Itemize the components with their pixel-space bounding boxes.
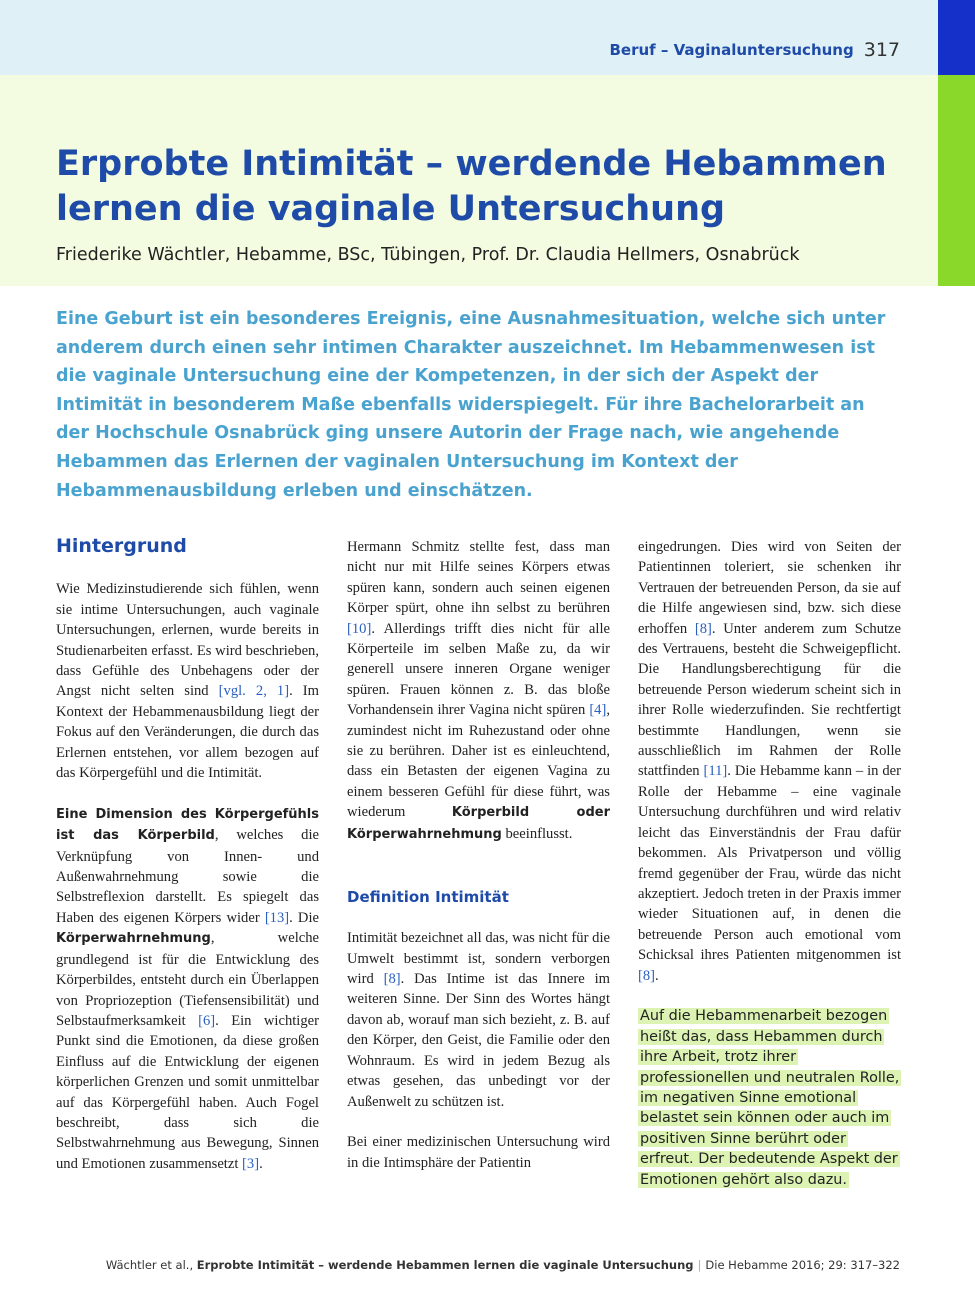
column-2 [347,537,610,1173]
text: Wie Medizinstudierende sich fühlen, wenn sie intime Untersuchungen, auch vaginale Untersuchungen, erlernen, wurde bereits in Studienarbeiten erfasst. Es wird beschrieben, dass Gefühle des Unbehagens oder der Angst nicht selten sind [56,581,319,700]
page-number: 317 [863,39,900,61]
spacer [56,559,319,579]
citation-link[interactable]: [3] [242,1155,260,1172]
text: , welches die Verknüpfung von Innen- und Außenwahrnehmung sowie die Selbstreflexion darstellt. Es spiegelt das Haben des eigenen Körpers wider [56,827,319,926]
citation-link[interactable]: [6] [198,1012,216,1029]
spacer [347,865,610,885]
article-authors: Friederike Wächtler, Hebamme, BSc, Tübingen, Prof. Dr. Claudia Hellmers, Osnabrück [56,245,800,265]
bold-phrase: Körperbild oder Körperwahrnehmung [347,805,610,842]
footer-title: Erprobte Intimität – werdende Hebammen lernen die vaginale Untersuchung [196,1258,694,1272]
spacer [56,783,319,803]
footer-journal: Die Hebamme 2016; 29: 317–322 [705,1258,900,1272]
highlight-text: Auf die Hebammenarbeit bezogen heißt das, dass Hebammen durch ihre Arbeit, trotz ihrer professionellen und neutralen Rolle, im negativen Sinne emotional belastet sein können oder auch im positiven Sinne berührt oder erfreut. Der bedeutende Aspekt der Emotionen gehört also dazu. [640,1008,900,1188]
page-footer [106,1258,900,1272]
citation-link[interactable]: [vgl. 2, 1] [218,683,290,700]
text: , welche grundlegend ist für die Entwicklung des Körperbildes, entsteht durch ein Überlappen von Propriozeption (Tiefensensibilität) und Selbstaufmerksamkeit [56,930,319,1029]
spacer [347,845,610,865]
paragraph [56,804,319,1174]
citation-link[interactable]: [8] [638,967,656,984]
text: eingedrungen. Dies wird von Seiten der Patientinnen toleriert, sie schenken ihr Vertrauen der betreuenden Person, da sie auf die Hilfe angewiesen sind, bzw. sich diese erhoffen [638,539,901,637]
column-3 [638,537,901,1190]
article-lead: Eine Geburt ist ein besonderes Ereignis, eine Ausnahmesituation, welche sich unter anderem durch einen sehr intimen Charakter auszeichnet. Im Hebammenwesen ist die vaginale Untersuchung eine der Kompetenzen, in der sich der Aspekt der Intimität in besonderem Maße ebenfalls widerspiegelt. Für ihre Bachelorarbeit an der Hochschule Osnabrück ging unsere Autorin der Frage nach, wie angehende Hebammen das Erlernen der vaginalen Untersuchung im Kontext der Hebammenausbildung erleben und einschätzen. [56,309,886,501]
article-title: Erprobte Intimität – werdende Hebammen lernen die vaginale Untersuchung [56,144,887,229]
citation-link[interactable]: [4] [589,702,607,719]
paragraph [347,928,610,1112]
text: . Die [289,909,319,926]
text: , zumindest nicht im Ruhezustand oder ohne sie zu berühren. Daher ist es einleuchtend, dass ein Betasten der eigenen Vagina zu einem besseren Gefühl für diese führt, was wiederum [347,702,610,821]
citation-link[interactable]: [8] [383,971,401,988]
text: . Ein wichtiger Punkt sind die Emotionen, da diese großen Einfluss auf die Entwicklung der eigenen körperlichen Grenzen und somit unmittelbar auf das Körpergefühl haben. Auch Fogel beschreibt, dass sich die Selbstwahrnehmung aus Bewegung, Sinnen und Emotionen zusammensetzt [56,1012,319,1172]
bold-phrase: Körperwahrnehmung [56,931,211,947]
edge-tab-blue [938,0,975,75]
text: Intimität bezeichnet all das, was nicht für die Umwelt bestimmt ist, sondern verborgen wird [347,930,610,988]
paragraph [347,537,610,845]
highlighted-quote [638,1006,901,1190]
spacer [347,1112,610,1132]
text: beeinflusst. [501,825,573,842]
text: . Das Intime ist das Innere im weiteren Sinne. Der Sinn des Wortes hängt davon ab, worauf man sich bezieht, z. B. auf den Körper, den Geist, die Familie oder den Wohnraum. Es wird in jedem Bezug als etwas gesehen, das unbedingt vor der Außenwelt zu schützen ist. [347,971,610,1110]
column-1 [56,533,319,1174]
text: . Die Hebamme kann – in der Rolle der Hebamme – eine vaginale Untersuchung durchführen und wird relativ leicht das Einverständnis der Frau dafür bekommen. Als Privatperson und völlig fremd gegenüber der Frau, würde das nicht akzeptiert. Jedoch treten in der Praxis immer wieder Situationen auf, in denen die betreuende Person auch emotional vom Schicksal ihres Patienten mitgenommen ist [638,763,901,964]
footer-separator: | [697,1258,702,1272]
section-title: Beruf – Vaginaluntersuchung [609,41,854,59]
text: . [655,967,659,984]
citation-link[interactable]: [13] [264,909,290,926]
heading-hintergrund: Hintergrund [56,535,187,557]
spacer [347,908,610,928]
paragraph [638,537,901,986]
edge-tab-green [938,75,975,286]
heading-definition-intimitaet: Definition Intimität [347,887,509,906]
citation-link[interactable]: [8] [694,620,712,637]
text: . Allerdings trifft dies nicht für alle Körperteile im selben Maße zu, da wir generell unsere inneren Organe weniger spüren. Frauen können z. B. das bloße Vorhandensein ihrer Vagina nicht spüren [347,620,610,719]
text: . [259,1155,263,1172]
footer-authors: Wächtler et al., [105,1258,194,1272]
citation-link[interactable]: [11] [703,763,728,780]
paragraph: Bei einer medizinischen Untersuchung wird in die Intimsphäre der Patientin [347,1134,610,1171]
citation-link[interactable]: [10] [347,620,372,637]
text: . Im Kontext der Hebammenausbildung liegt der Fokus auf den Veränderungen, die durch das Erlernen entstehen, vor allem bezogen auf das Körpergefühl und die Intimität. [56,683,319,782]
running-header [609,38,900,60]
bold-phrase: Eine Dimension des Körpergefühls ist das Körperbild [56,806,319,844]
text: Hermann Schmitz stellte fest, dass man nicht nur mit Hilfe seines Körpers etwas spüren kann, sondern auch seinen eigenen Körper spürt, ohne ihn selbst zu berühren [347,539,610,617]
text: . Unter anderem zum Schutze des Vertrauens, besteht die Schweigepflicht. Die Handlungsberechtigung für die betreuende Person wiederum scheint sich in ihrer Rolle wiederzufinden. Sie rechtfertigt bestimmte Handlungen, wenn sie ausschließlich im Rahmen der Rolle stattfinden [638,620,902,780]
spacer [638,986,901,1006]
paragraph [56,579,319,783]
